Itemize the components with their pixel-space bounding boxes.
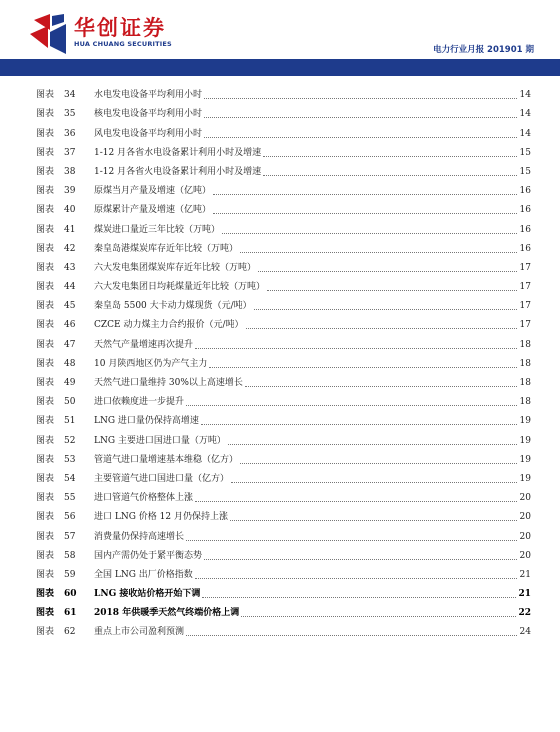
- figure-prefix: 图表: [36, 416, 55, 427]
- figure-prefix: 图表: [36, 301, 55, 312]
- figure-prefix: 图表: [36, 224, 55, 235]
- toc-entry[interactable]: [36, 543, 531, 562]
- figure-prefix: 图表: [36, 109, 55, 120]
- toc-entry[interactable]: [36, 466, 531, 485]
- dot-leader: [209, 366, 517, 368]
- toc-entry-label: [36, 225, 220, 236]
- dot-leader: [228, 443, 517, 445]
- figure-title: 进口 LNG 价格 12 月仍保持上涨: [94, 512, 228, 523]
- figure-prefix: 图表: [36, 378, 55, 388]
- figure-prefix: 图表: [36, 243, 55, 254]
- toc-entry-label: [36, 512, 228, 523]
- figure-prefix: 图表: [36, 435, 55, 446]
- dot-leader: [213, 193, 517, 195]
- page-number: 22: [518, 608, 531, 619]
- toc-entry-label: [36, 109, 202, 120]
- toc-entry-label: [36, 263, 256, 274]
- dot-leader: [204, 136, 517, 138]
- page-number: 24: [519, 627, 531, 638]
- figure-number: 56: [64, 512, 76, 523]
- figure-number: 51: [64, 416, 76, 427]
- figure-title: 主要管道气进口国进口量（亿方）: [94, 473, 230, 484]
- figure-prefix: 图表: [36, 454, 55, 465]
- dot-leader: [263, 155, 517, 157]
- figure-number: 37: [64, 147, 76, 158]
- figure-prefix: 图表: [36, 262, 55, 273]
- toc-entry-label: [36, 378, 243, 389]
- page-number: 16: [519, 186, 531, 197]
- page-number: 19: [519, 416, 531, 427]
- page-number: 14: [519, 109, 531, 120]
- page-number: 18: [519, 339, 531, 350]
- page-number: 20: [519, 550, 531, 561]
- page-number: 18: [519, 378, 531, 388]
- figure-title: 水电发电设备平均利用小时: [94, 90, 203, 101]
- figure-prefix: 图表: [36, 608, 55, 619]
- page-number: 19: [519, 435, 531, 446]
- figure-title: 核电发电设备平均利用小时: [94, 109, 203, 120]
- figure-number: 53: [64, 454, 76, 465]
- figure-number: 39: [64, 186, 76, 197]
- figure-prefix: 图表: [36, 473, 55, 484]
- page-number: 20: [519, 493, 531, 504]
- toc-entry[interactable]: [36, 619, 531, 638]
- figure-prefix: 图表: [36, 128, 55, 139]
- figure-title: CZCE 动力煤主力合约报价（元/吨）: [94, 320, 244, 331]
- toc-entry[interactable]: [36, 293, 531, 312]
- figure-prefix: 图表: [36, 358, 55, 369]
- toc-entry[interactable]: [36, 159, 531, 178]
- toc-entry[interactable]: [36, 562, 531, 581]
- toc-entry[interactable]: [36, 120, 531, 139]
- figure-prefix: 图表: [36, 589, 55, 600]
- toc-entry-label: [36, 397, 184, 408]
- figure-title: 全国 LNG 出厂价格指数: [94, 569, 193, 580]
- figure-title: 消费量仍保持高速增长: [94, 531, 185, 542]
- page-number: 16: [519, 243, 531, 254]
- toc-entry-label: [36, 570, 193, 581]
- figure-number: 52: [64, 435, 76, 446]
- figure-number: 38: [64, 166, 76, 177]
- figure-prefix: 图表: [36, 320, 55, 331]
- figure-number: 48: [64, 358, 76, 369]
- toc-entry[interactable]: [36, 389, 531, 408]
- dot-leader: [204, 558, 517, 560]
- figure-title: 原煤当月产量及增速（亿吨）: [94, 186, 212, 197]
- figure-number: 62: [64, 627, 76, 638]
- toc-entry-label: [36, 148, 261, 159]
- toc-entry[interactable]: [36, 504, 531, 523]
- figure-title: 六大发电集团煤炭库存近年比较（万吨）: [94, 262, 257, 273]
- dot-leader: [195, 347, 517, 349]
- dot-leader: [246, 327, 517, 329]
- toc-entry-label: [36, 129, 202, 140]
- toc-entry[interactable]: [36, 370, 531, 389]
- page-number: 17: [519, 320, 531, 331]
- toc-entry[interactable]: [36, 274, 531, 293]
- page-number: 16: [519, 224, 531, 235]
- dot-leader: [195, 500, 517, 502]
- figure-number: 35: [64, 109, 76, 120]
- figure-prefix: 图表: [36, 627, 55, 638]
- figure-title: 天然气产量增速再次提升: [94, 339, 194, 350]
- toc-entry[interactable]: [36, 236, 531, 255]
- dot-leader: [204, 97, 517, 99]
- figure-prefix: 图表: [36, 569, 55, 580]
- toc-entry[interactable]: [36, 197, 531, 216]
- dot-leader: [186, 539, 517, 541]
- dot-leader: [254, 308, 517, 310]
- figure-prefix: 图表: [36, 397, 55, 408]
- figure-number: 60: [64, 589, 77, 600]
- toc-entry[interactable]: [36, 581, 531, 600]
- toc-entry-label: [36, 340, 193, 351]
- figure-title: 10 月陕西地区仍为产气主力: [94, 358, 208, 369]
- toc-entry[interactable]: [36, 312, 531, 331]
- page-header: [0, 0, 560, 76]
- header-band: [0, 59, 560, 76]
- figure-prefix: 图表: [36, 512, 55, 523]
- page-number: 14: [519, 90, 531, 101]
- figure-number: 54: [64, 473, 76, 484]
- toc-entry[interactable]: [36, 485, 531, 504]
- page-number: 20: [519, 531, 531, 542]
- figure-prefix: 图表: [36, 205, 55, 216]
- figure-number: 50: [64, 397, 76, 408]
- toc-entry[interactable]: [36, 600, 531, 619]
- dot-leader: [240, 251, 517, 253]
- figure-number: 43: [64, 262, 76, 273]
- toc-entry[interactable]: [36, 255, 531, 274]
- figure-prefix: 图表: [36, 147, 55, 158]
- toc-entry-label: [36, 474, 229, 485]
- dot-leader: [267, 289, 517, 291]
- figure-prefix: 图表: [36, 90, 55, 101]
- toc-entry[interactable]: [36, 216, 531, 235]
- figure-title: LNG 主要进口国进口量（万吨）: [94, 435, 226, 446]
- huachuang-logo-icon: [30, 14, 68, 54]
- figure-title: 原煤累计产量及增速（亿吨）: [94, 205, 212, 216]
- toc-entry[interactable]: [36, 101, 531, 120]
- figure-number: 58: [64, 550, 76, 561]
- dot-leader: [186, 634, 517, 636]
- page-number: 18: [519, 397, 531, 408]
- dot-leader: [202, 596, 516, 598]
- page-number: 17: [519, 282, 531, 293]
- dot-leader: [263, 174, 517, 176]
- toc-entry-label: [36, 455, 238, 466]
- figure-prefix: 图表: [36, 282, 55, 293]
- toc-entry-label: [36, 167, 261, 178]
- page-number: 21: [519, 569, 531, 580]
- figure-title: 进口依赖度进一步提升: [94, 397, 185, 408]
- toc-entry-label: [36, 205, 211, 216]
- figure-title: 1-12 月各省水电设备累计利用小时及增速: [94, 147, 262, 158]
- toc-entry-label: [36, 627, 184, 638]
- figure-number: 41: [64, 224, 76, 235]
- toc-entry[interactable]: [36, 408, 531, 427]
- page-number: 17: [519, 262, 531, 273]
- figure-title: 秦皇岛 5500 大卡动力煤现货（元/吨）: [94, 301, 252, 312]
- page-number: 15: [519, 147, 531, 158]
- page-number: 20: [519, 512, 531, 523]
- figure-title: 煤炭进口量近三年比较（万吨）: [94, 224, 221, 235]
- toc-entry[interactable]: [36, 331, 531, 350]
- figure-number: 40: [64, 205, 76, 216]
- page-number: 17: [519, 301, 531, 312]
- dot-leader: [245, 385, 517, 387]
- dot-leader: [222, 232, 517, 234]
- toc-entry[interactable]: [36, 82, 531, 101]
- figure-number: 45: [64, 301, 76, 312]
- toc-entry[interactable]: [36, 447, 531, 466]
- figure-title: 国内产需仍处于紧平衡态势: [94, 550, 203, 561]
- page-number: 18: [519, 358, 531, 369]
- dot-leader: [231, 481, 517, 483]
- figure-title: 管道气进口量增速基本维稳（亿方）: [94, 454, 239, 465]
- dot-leader: [230, 519, 517, 521]
- toc-entry-label: [36, 416, 199, 427]
- dot-leader: [195, 577, 517, 579]
- figure-title: 风电发电设备平均利用小时: [94, 128, 203, 139]
- dot-leader: [258, 270, 517, 272]
- toc-entry-label: [36, 301, 252, 312]
- page-number: 15: [519, 166, 531, 177]
- figure-number: 34: [64, 90, 76, 101]
- toc-entry[interactable]: [36, 140, 531, 159]
- toc-entry-label: [36, 589, 200, 600]
- figure-number: 57: [64, 531, 76, 542]
- toc-entry-label: [36, 320, 244, 331]
- toc-entry-label: [36, 608, 239, 619]
- figure-prefix: 图表: [36, 339, 55, 350]
- figure-title: 1-12 月各省火电设备累计利用小时及增速: [94, 166, 262, 177]
- toc-entry-label: [36, 186, 211, 197]
- report-title: 电力行业月报 201901 期: [433, 45, 534, 55]
- figure-title: 六大发电集团日均耗煤量近年比较（万吨）: [94, 282, 266, 293]
- figure-number: 44: [64, 282, 76, 293]
- page-number: 19: [519, 473, 531, 484]
- toc-entry[interactable]: [36, 523, 531, 542]
- dot-leader: [186, 404, 517, 406]
- toc-entry-label: [36, 359, 207, 370]
- figure-title: LNG 进口量仍保持高增速: [94, 416, 199, 427]
- figure-number: 47: [64, 339, 76, 350]
- brand-name-cn: 华创证券: [74, 16, 166, 40]
- figure-title: 进口管道气价格整体上涨: [94, 493, 194, 504]
- page-number: 19: [519, 454, 531, 465]
- toc-entry-label: [36, 551, 202, 562]
- toc-entry[interactable]: [36, 427, 531, 446]
- dot-leader: [241, 615, 516, 617]
- page-number: 16: [519, 205, 531, 216]
- figure-title: 天然气进口量维持 30%以上高速增长: [94, 378, 243, 388]
- dot-leader: [204, 116, 517, 118]
- figure-title: LNG 接收站价格开始下调: [94, 589, 201, 600]
- toc-entry-label: [36, 436, 226, 447]
- toc-entry[interactable]: [36, 351, 531, 370]
- figure-number: 59: [64, 569, 76, 580]
- figure-prefix: 图表: [36, 531, 55, 542]
- figure-title: 2018 年供暖季天然气终端价格上调: [94, 608, 240, 619]
- figure-number: 42: [64, 243, 76, 254]
- figure-number: 36: [64, 128, 76, 139]
- toc-entry[interactable]: [36, 178, 531, 197]
- figure-number: 61: [64, 608, 77, 619]
- dot-leader: [213, 212, 517, 214]
- toc-entry-label: [36, 532, 184, 543]
- toc-entry-label: [36, 493, 193, 504]
- toc-entry-label: [36, 282, 265, 293]
- toc-entry-label: [36, 90, 202, 101]
- figure-number: 49: [64, 378, 76, 388]
- page-number: 21: [518, 589, 531, 600]
- figure-prefix: 图表: [36, 493, 55, 504]
- figure-title: 秦皇岛港煤炭库存近年比较（万吨）: [94, 243, 239, 254]
- figure-prefix: 图表: [36, 186, 55, 197]
- figure-number: 46: [64, 320, 76, 331]
- figure-number: 55: [64, 493, 76, 504]
- dot-leader: [240, 462, 517, 464]
- figure-prefix: 图表: [36, 166, 55, 177]
- figure-prefix: 图表: [36, 550, 55, 561]
- figure-title: 重点上市公司盈利预测: [94, 627, 185, 638]
- page-number: 14: [519, 128, 531, 139]
- toc-entry-label: [36, 244, 238, 255]
- table-of-figures: [36, 82, 531, 638]
- brand-name-en: HUA CHUANG SECURITIES: [74, 40, 172, 48]
- dot-leader: [201, 423, 517, 425]
